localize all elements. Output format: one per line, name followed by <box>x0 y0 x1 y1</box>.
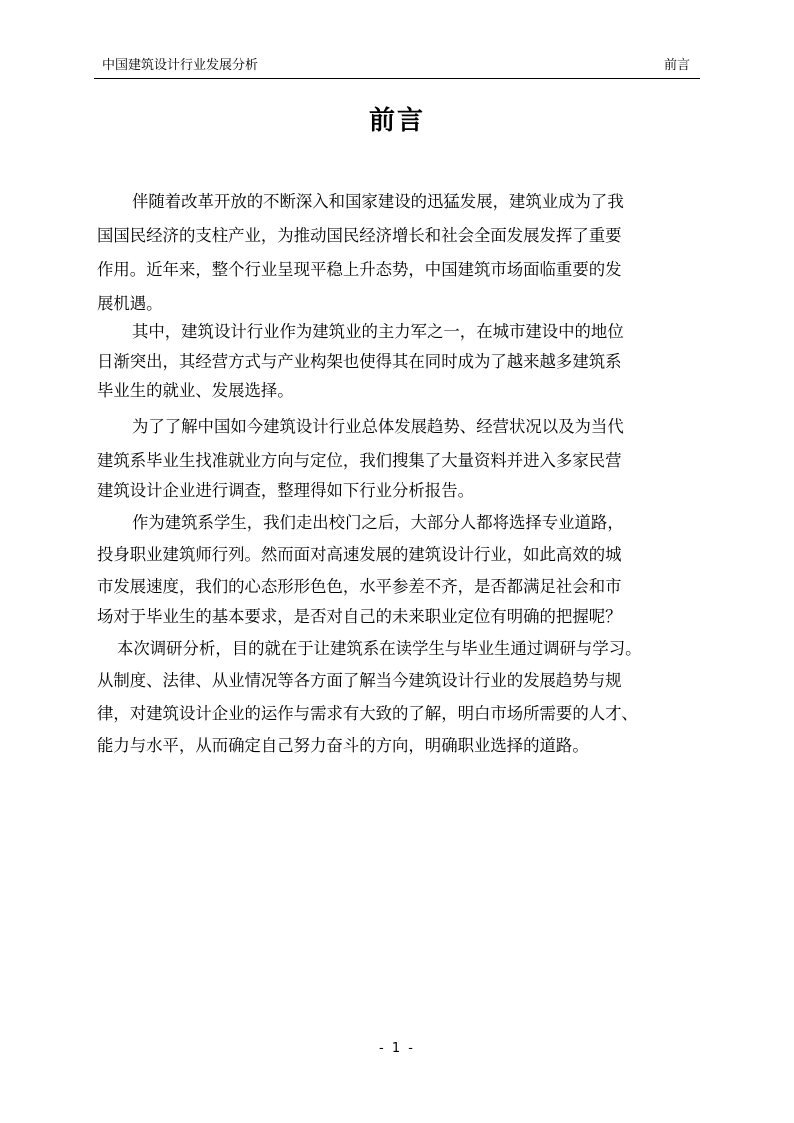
text-line: 建筑系毕业生找准就业方向与定位，我们搜集了大量资料并进入多家民营 <box>97 451 622 470</box>
text-line: 市发展速度，我们的心态形形色色，水平参差不齐，是否都满足社会和市 <box>97 577 622 596</box>
text-line: 毕业生的就业、发展选择。 <box>97 381 294 400</box>
header-document-title: 中国建筑设计行业发展分析 <box>102 58 259 73</box>
page-number: - 1 - <box>379 1041 415 1056</box>
text-line: 国国民经济的支柱产业，为推动国民经济增长和社会全面发展发挥了重要 <box>97 226 622 245</box>
text-line: 作用。近年来，整个行业呈现平稳上升态势，中国建筑市场面临重要的发 <box>97 260 622 279</box>
text-line: 作为建筑系学生，我们走出校门之后，大部分人都将选择专业道路， <box>132 513 624 532</box>
page-header <box>94 56 700 79</box>
text-line: 建筑设计企业进行调查，整理得如下行业分析报告。 <box>97 481 474 500</box>
text-line: 律，对建筑设计企业的运作与需求有大致的了解，明白市场所需要的人才、 <box>97 704 638 723</box>
header-section-title: 前言 <box>663 58 690 73</box>
page-title: 前言 <box>368 106 425 136</box>
text-line: 能力与水平，从而确定自己努力奋斗的方向，明确职业选择的道路。 <box>97 736 589 755</box>
text-line: 日渐突出，其经营方式与产业构架也使得其在同时成为了越来越多建筑系 <box>97 352 622 371</box>
text-line: 伴随着改革开放的不断深入和国家建设的迅猛发展，建筑业成为了我 <box>132 192 624 211</box>
text-line: 从制度、法律、从业情况等各方面了解当今建筑设计行业的发展趋势与规 <box>97 671 622 690</box>
text-line: 本次调研分析，目的就在于让建筑系在读学生与毕业生通过调研与学习。 <box>117 639 642 658</box>
text-line: 投身职业建筑师行列。然而面对高速发展的建筑设计行业，如此高效的城 <box>97 545 622 564</box>
text-line: 为了了解中国如今建筑设计行业总体发展趋势、经营状况以及为当代 <box>132 417 624 436</box>
text-line: 场对于毕业生的基本要求，是否对自己的未来职业定位有明确的把握呢？ <box>97 607 622 626</box>
text-line: 其中，建筑设计行业作为建筑业的主力军之一，在城市建设中的地位 <box>132 322 624 341</box>
text-line: 展机遇。 <box>97 294 163 313</box>
